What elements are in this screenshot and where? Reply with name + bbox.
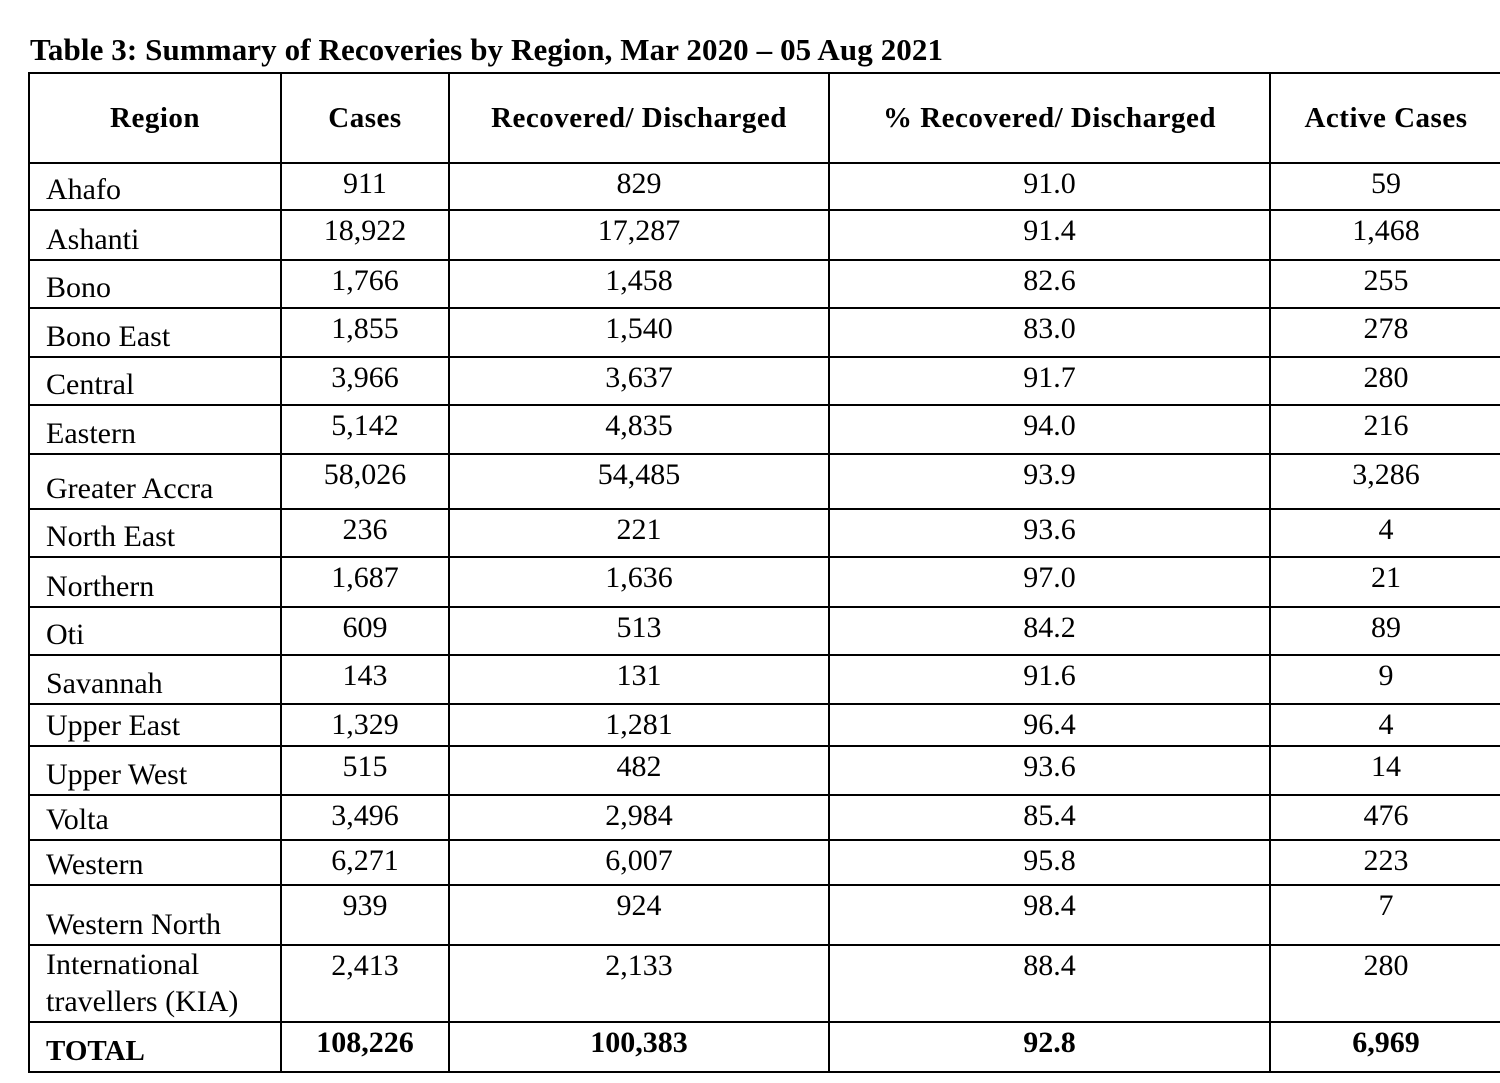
table-title: Table 3: Summary of Recoveries by Region, Mar 2020 – 05 Aug 2021	[30, 32, 944, 67]
active-cell: 216	[1270, 405, 1500, 454]
cases-cell: 515	[281, 746, 449, 795]
region-cell	[29, 704, 281, 746]
region-name: Eastern	[46, 417, 136, 450]
cases-cell: 1,687	[281, 557, 449, 607]
cases-cell: 6,271	[281, 840, 449, 885]
region-cell	[29, 607, 281, 655]
recovered-cell: 1,636	[449, 557, 829, 607]
cases-cell: 939	[281, 885, 449, 945]
region-name: Bono	[46, 271, 112, 304]
total-cases-cell: 108,226	[281, 1022, 449, 1072]
region-name: Bono East	[46, 320, 171, 353]
table-row	[29, 405, 1500, 454]
active-cell: 4	[1270, 509, 1500, 557]
region-cell	[29, 795, 281, 840]
cases-cell: 236	[281, 509, 449, 557]
region-name: Western North	[46, 908, 222, 941]
table-row	[29, 357, 1500, 405]
cases-cell: 18,922	[281, 210, 449, 260]
table-row	[29, 746, 1500, 795]
recovered-cell: 54,485	[449, 454, 829, 509]
region-cell	[29, 405, 281, 454]
table-row	[29, 557, 1500, 607]
table-row	[29, 163, 1500, 210]
table-body	[29, 163, 1500, 1072]
pct-cell: 98.4	[829, 885, 1270, 945]
active-cell: 1,468	[1270, 210, 1500, 260]
table-row	[29, 260, 1500, 308]
cases-cell: 609	[281, 607, 449, 655]
cases-cell: 2,413	[281, 945, 449, 1022]
pct-cell: 95.8	[829, 840, 1270, 885]
active-cell: 3,286	[1270, 454, 1500, 509]
table-row	[29, 704, 1500, 746]
recovered-cell: 1,458	[449, 260, 829, 308]
header-cases: Cases	[281, 73, 449, 163]
region-cell	[29, 885, 281, 945]
pct-cell: 93.6	[829, 746, 1270, 795]
cases-cell: 3,496	[281, 795, 449, 840]
recovered-cell: 6,007	[449, 840, 829, 885]
region-cell	[29, 163, 281, 210]
cases-cell: 1,766	[281, 260, 449, 308]
recovered-cell: 829	[449, 163, 829, 210]
recovered-cell: 4,835	[449, 405, 829, 454]
total-active-cell: 6,969	[1270, 1022, 1500, 1072]
header-region: Region	[29, 73, 281, 163]
table-row	[29, 840, 1500, 885]
region-cell	[29, 308, 281, 357]
cases-cell: 58,026	[281, 454, 449, 509]
region-name: Upper East	[46, 709, 181, 742]
pct-cell: 91.6	[829, 655, 1270, 704]
region-name: Northern	[46, 570, 155, 603]
table-row	[29, 509, 1500, 557]
pct-cell: 88.4	[829, 945, 1270, 1022]
region-name: Central	[46, 368, 135, 401]
pct-cell: 91.4	[829, 210, 1270, 260]
total-recovered-cell: 100,383	[449, 1022, 829, 1072]
region-cell	[29, 557, 281, 607]
recovered-cell: 17,287	[449, 210, 829, 260]
table-row	[29, 795, 1500, 840]
recovered-cell: 2,984	[449, 795, 829, 840]
cases-cell: 5,142	[281, 405, 449, 454]
table-row	[29, 885, 1500, 945]
active-cell: 89	[1270, 607, 1500, 655]
region-cell	[29, 509, 281, 557]
region-name: Upper West	[46, 758, 188, 791]
table-row	[29, 607, 1500, 655]
pct-cell: 91.7	[829, 357, 1270, 405]
recovered-cell: 2,133	[449, 945, 829, 1022]
pct-cell: 85.4	[829, 795, 1270, 840]
recovered-cell: 131	[449, 655, 829, 704]
table-row	[29, 945, 1500, 1022]
pct-cell: 94.0	[829, 405, 1270, 454]
table-row	[29, 210, 1500, 260]
active-cell: 278	[1270, 308, 1500, 357]
region-name: North East	[46, 520, 176, 553]
active-cell: 9	[1270, 655, 1500, 704]
pct-cell: 93.6	[829, 509, 1270, 557]
cases-cell: 911	[281, 163, 449, 210]
header-row	[29, 73, 1500, 163]
recovered-cell: 924	[449, 885, 829, 945]
pct-cell: 84.2	[829, 607, 1270, 655]
active-cell: 21	[1270, 557, 1500, 607]
header-recovered: Recovered/ Discharged	[449, 73, 829, 163]
total-label: TOTAL	[46, 1035, 145, 1067]
active-cell: 280	[1270, 357, 1500, 405]
recoveries-table	[28, 72, 1500, 1073]
recovered-cell: 221	[449, 509, 829, 557]
total-row	[29, 1022, 1500, 1072]
pct-cell: 96.4	[829, 704, 1270, 746]
active-cell: 476	[1270, 795, 1500, 840]
region-cell	[29, 357, 281, 405]
active-cell: 223	[1270, 840, 1500, 885]
pct-cell: 82.6	[829, 260, 1270, 308]
header-pct-recovered: % Recovered/ Discharged	[829, 73, 1270, 163]
region-name: International travellers (KIA)	[46, 948, 239, 1018]
active-cell: 4	[1270, 704, 1500, 746]
active-cell: 7	[1270, 885, 1500, 945]
pct-cell: 83.0	[829, 308, 1270, 357]
table-row	[29, 308, 1500, 357]
cases-cell: 3,966	[281, 357, 449, 405]
region-name: Ahafo	[46, 173, 121, 206]
cases-cell: 1,855	[281, 308, 449, 357]
region-cell	[29, 655, 281, 704]
active-cell: 280	[1270, 945, 1500, 1022]
recovered-cell: 1,281	[449, 704, 829, 746]
total-pct-cell: 92.8	[829, 1022, 1270, 1072]
header-active-cases: Active Cases	[1270, 73, 1500, 163]
recovered-cell: 1,540	[449, 308, 829, 357]
region-name: Greater Accra	[46, 472, 214, 505]
region-cell	[29, 210, 281, 260]
region-cell	[29, 945, 281, 1022]
pct-cell: 97.0	[829, 557, 1270, 607]
region-name: Oti	[46, 618, 85, 651]
active-cell: 14	[1270, 746, 1500, 795]
region-cell	[29, 454, 281, 509]
active-cell: 59	[1270, 163, 1500, 210]
cases-cell: 1,329	[281, 704, 449, 746]
region-cell	[29, 840, 281, 885]
region-name: Volta	[46, 803, 109, 836]
region-name: Ashanti	[46, 223, 140, 256]
pct-cell: 91.0	[829, 163, 1270, 210]
active-cell: 255	[1270, 260, 1500, 308]
total-region-cell	[29, 1022, 281, 1072]
table-row	[29, 454, 1500, 509]
cases-cell: 143	[281, 655, 449, 704]
region-cell	[29, 260, 281, 308]
recovered-cell: 513	[449, 607, 829, 655]
recovered-cell: 3,637	[449, 357, 829, 405]
region-cell	[29, 746, 281, 795]
recovered-cell: 482	[449, 746, 829, 795]
region-name: Savannah	[46, 667, 163, 700]
table-row	[29, 655, 1500, 704]
pct-cell: 93.9	[829, 454, 1270, 509]
region-name: Western	[46, 848, 144, 881]
